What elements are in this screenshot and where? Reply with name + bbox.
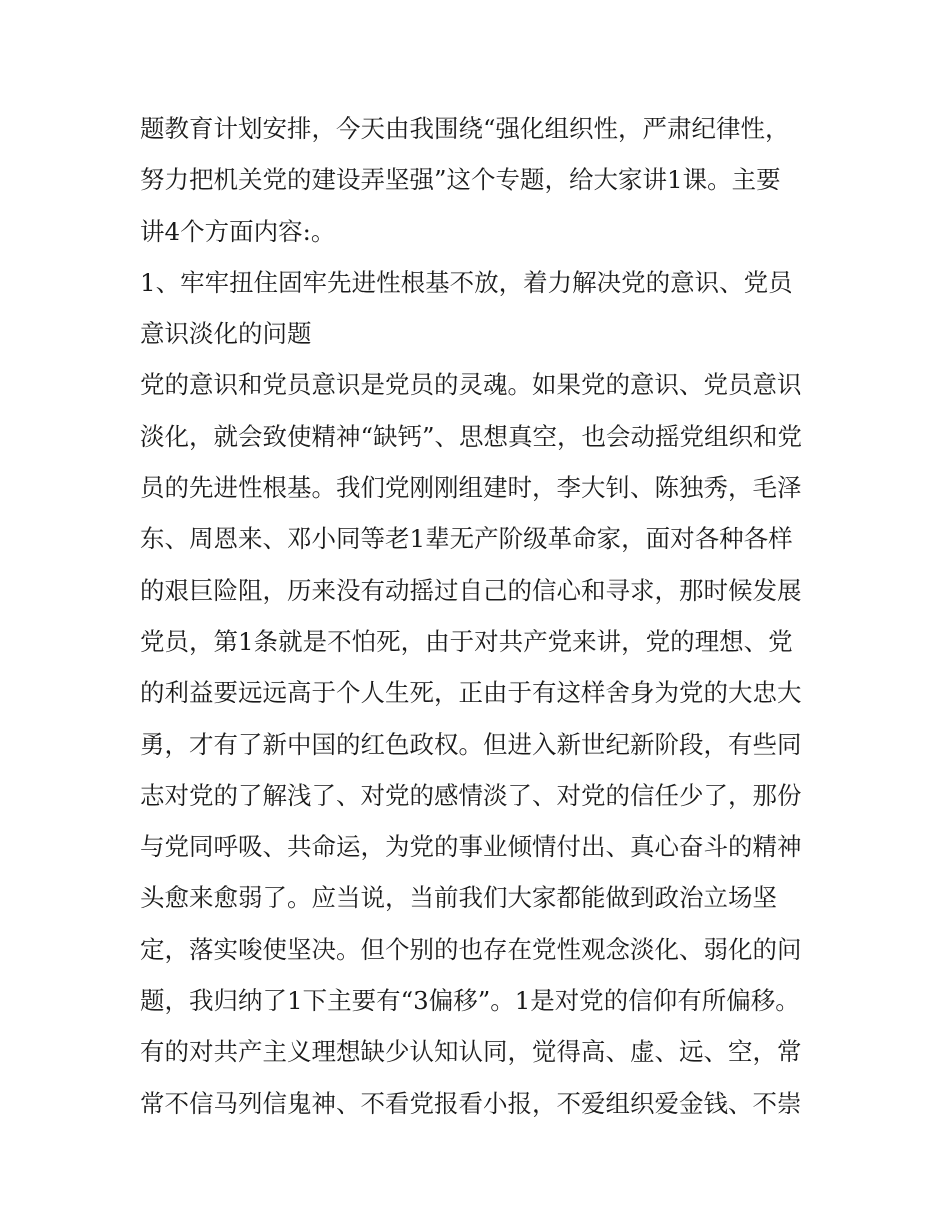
text-line: 勇，才有了新中国的红色政权。但进入新世纪新阶段，有些同 — [140, 729, 802, 759]
text-line: 讲4个方面内容:。 — [140, 216, 336, 246]
text-line: 党的意识和党员意识是党员的灵魂。如果党的意识、党员意识 — [140, 370, 802, 400]
text-line: 定，落实唆使坚决。但个别的也存在党性观念淡化、弱化的问 — [140, 934, 802, 964]
text-line: 员的先进性根基。我们党刚刚组建时，李大钊、陈独秀，毛泽 — [140, 473, 802, 503]
text-line: 有的对共产主义理想缺少认知认同，觉得高、虚、远、空，常 — [140, 1037, 802, 1067]
text-line: 常不信马列信鬼神、不看党报看小报，不爱组织爱金钱、不崇 — [140, 1088, 802, 1118]
text-line: 志对党的了解浅了、对党的感情淡了、对党的信任少了，那份 — [140, 780, 802, 810]
text-line: 淡化，就会致使精神“缺钙”、思想真空，也会动摇党组织和党 — [140, 421, 803, 451]
section-heading-line: 1、牢牢扭住固牢先进性根基不放，着力解决党的意识、党员 — [140, 267, 793, 297]
text-line: 的利益要远远高于个人生死，正由于有这样舍身为党的大忠大 — [140, 678, 802, 708]
section-heading-line: 意识淡化的问题 — [140, 319, 312, 349]
text-line: 的艰巨险阻，历来没有动摇过自己的信心和寻求，那时候发展 — [140, 575, 802, 605]
text-line: 题，我归纳了1下主要有“3偏移”。1是对党的信仰有所偏移。 — [140, 986, 800, 1016]
text-line: 与党同呼吸、共命运，为党的事业倾情付出、真心奋斗的精神 — [140, 832, 802, 862]
text-line: 头愈来愈弱了。应当说，当前我们大家都能做到政治立场坚 — [140, 883, 777, 913]
text-line: 题教育计划安排，今天由我围绕“强化组织性，严肃纪律性， — [140, 114, 790, 143]
text-line: 东、周恩来、邓小同等老1辈无产阶级革命家，面对各种各样 — [140, 524, 793, 554]
text-line: 党员，第1条就是不怕死，由于对共产党来讲，党的理想、党 — [140, 626, 793, 656]
body-text — [140, 103, 830, 1129]
text-line: 努力把机关党的建设弄坚强”这个专题，给大家讲1课。主要 — [140, 165, 781, 195]
